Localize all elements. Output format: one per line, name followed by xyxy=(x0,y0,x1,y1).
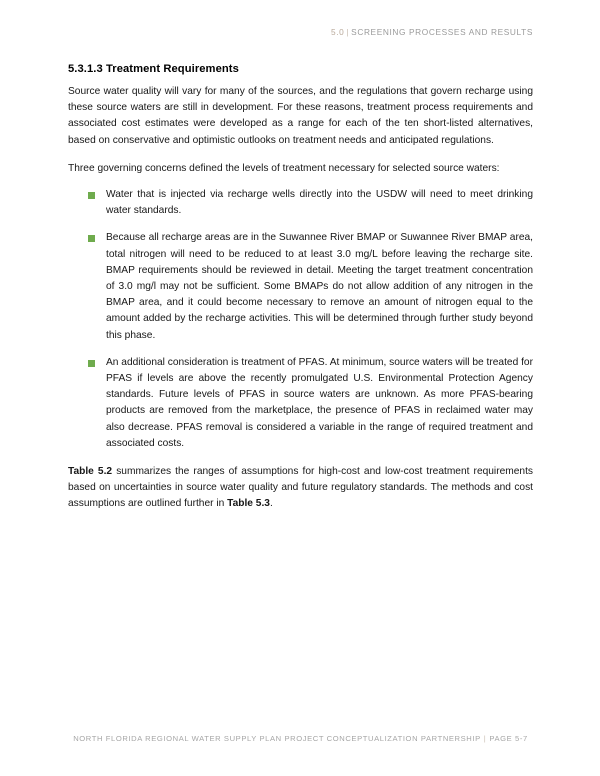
list-item-text: An additional consideration is treatment of PFAS. At minimum, source waters will be treated for PFAS if levels are above the recently promulgated U.S. Environmental Protection Agency standards. Future levels of PFAS in source waters are unknown. As more PFAS-bearing products are removed from the marketplace, the presence of PFAS in reclaimed water may also decrease. PFAS removal is considered a variable in the range of required treatment and associated costs. xyxy=(106,356,533,449)
footer-page-number: PAGE 5-7 xyxy=(489,734,528,743)
table-reference-5-3: Table 5.3 xyxy=(227,498,270,510)
square-bullet-icon xyxy=(88,192,95,199)
closing-text-part-2: . xyxy=(269,498,273,510)
footer-separator: | xyxy=(483,734,487,743)
table-reference-5-2: Table 5.2 xyxy=(68,466,113,478)
list-item-text: Because all recharge areas are in the Suwannee River BMAP or Suwannee River BMAP area, total nitrogen will need to be reduced to at least 3.0 mg/L before leaving the recharge site. BMAP requirements should be reviewed in detail. Meeting the target treatment concentration of 3.0 mg/l may not be sufficient. Some BMAPs do not allow addition of any nitrogen in the BMAP area, and it could become necessary to remove an amount of nitrogen equal to the amount added by the recharge activities. This will be determined through further study beyond this phase. xyxy=(106,232,533,341)
running-header xyxy=(68,26,533,38)
footer-document-title: NORTH FLORIDA REGIONAL WATER SUPPLY PLAN PROJECT CONCEPTUALIZATION PARTNERSHIP xyxy=(73,734,481,743)
closing-text-part-1: summarizes the ranges of assumptions for high-cost and low-cost treatment requirements based on uncertainties in source water quality and future regulatory standards. The methods and cost assumptions are outlined further in xyxy=(68,466,534,510)
paragraph-list-lead-in: Three governing concerns defined the levels of treatment necessary for selected source waters: xyxy=(68,162,500,174)
list-item xyxy=(68,230,533,343)
square-bullet-icon xyxy=(88,360,95,367)
list-item xyxy=(68,355,533,452)
paragraph-closing xyxy=(68,464,533,513)
header-section-number: 5.0 xyxy=(330,27,345,37)
list-item xyxy=(68,187,533,219)
paragraph-intro: Source water quality will vary for many of the sources, and the regulations that govern recharge using these source waters are still in development. For these reasons, treatment process requirements and associated cost estimates were developed as a range for each of the ten short-listed alternatives, based on conservative and optimistic outlooks on treatment needs and anticipated regulations. xyxy=(68,86,533,146)
header-separator: | xyxy=(346,27,350,37)
document-body xyxy=(68,62,533,525)
treatment-concerns-list xyxy=(68,187,533,452)
list-item-text: Water that is injected via recharge wells directly into the USDW will need to meet drinking water standards. xyxy=(106,189,533,217)
square-bullet-icon xyxy=(88,235,95,242)
header-section-title: SCREENING PROCESSES AND RESULTS xyxy=(351,27,533,37)
section-heading: 5.3.1.3 Treatment Requirements xyxy=(68,63,239,75)
running-footer xyxy=(68,733,533,744)
